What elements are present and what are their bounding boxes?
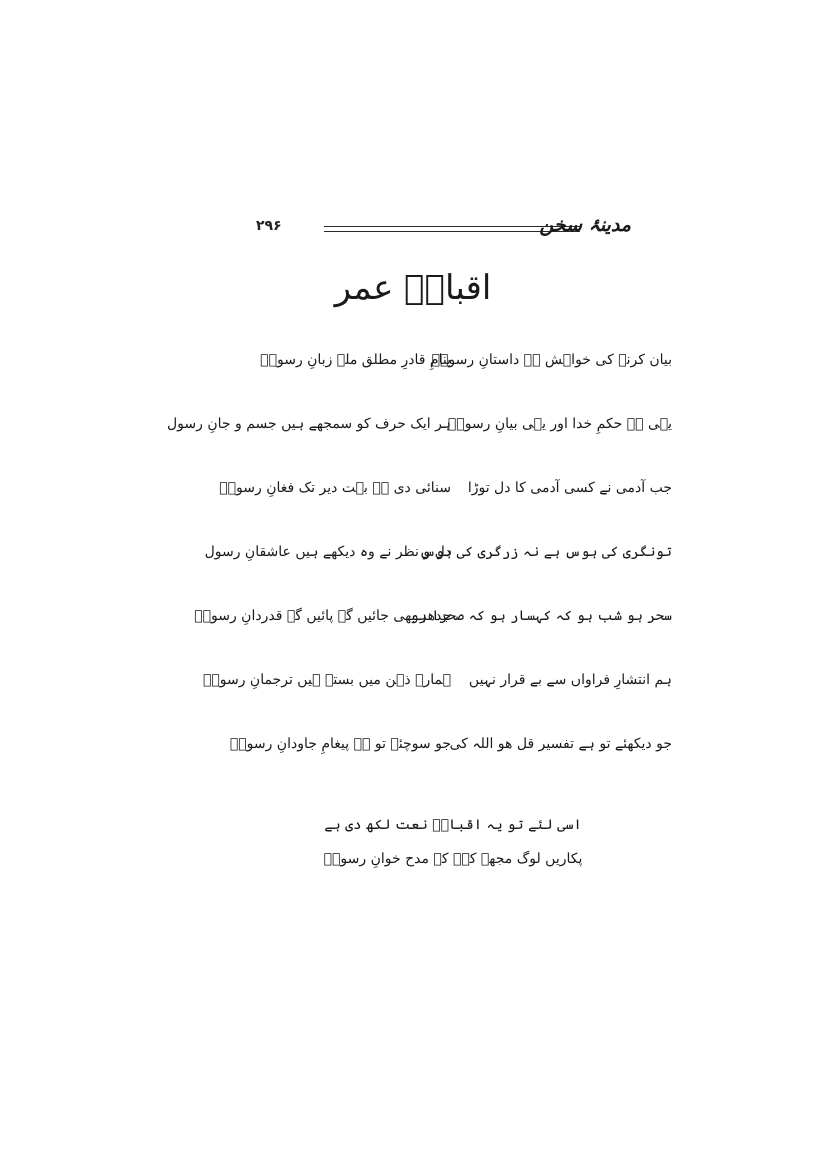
couplet-second-line: ہمارے ذہن میں بستے ہیں ترجمانِ رسولؐ [202, 672, 451, 688]
page-number: ۲۹۶ [256, 218, 282, 234]
couplet [0, 468, 826, 508]
couplet-first-line: یہی ہے حکمِ خدا اور یہی بیانِ رسولؐ [447, 416, 672, 432]
couplet-second-line: بنامِ قادرِ مطلق ملے زبانِ رسولؐ [260, 352, 451, 368]
couplet-second-line: دل و نظر نے وہ دیکھے ہیں عاشقانِ رسول [204, 544, 451, 560]
couplet-first-line: سحر ہو شب ہو کہ کہسار ہو کہ صحرا ہو [410, 608, 672, 624]
closing-line: اسی لئے تو یہ اقبالؔ نعت لکھ دی ہے [324, 817, 582, 833]
closing-line: پکاریں لوگ مجھے کہہ کے مدح خوانِ رسولؐ [323, 851, 583, 867]
couplet [0, 404, 826, 444]
couplet [0, 724, 826, 764]
couplet-first-line: ہم انتشارِ فراواں سے بے قرار نہیں [468, 672, 672, 688]
couplet [0, 596, 826, 636]
couplet-second-line: جدھر بھی جائیں گے پائیں گے قدردانِ رسولؐ [194, 608, 451, 624]
couplet-second-line: جو سوچئے تو ہے پیغامِ جاودانِ رسولؐ [229, 736, 451, 752]
poem-title: اقبالؔ عمر [334, 268, 492, 308]
couplet-second-line: سنائی دی ہے بہت دیر تک فغانِ رسولؐ [219, 480, 451, 496]
couplet [0, 660, 826, 700]
page-header [0, 214, 826, 244]
couplet-first-line: تونگری کی ہوس ہے نہ زرگری کی ہوس [419, 544, 672, 560]
book-title: مدینۂ سخن [539, 214, 631, 236]
couplet [0, 532, 826, 572]
couplet [0, 340, 826, 380]
couplet-first-line: جب آدمی نے کسی آدمی کا دل توڑا [467, 480, 672, 496]
closing-couplet [0, 808, 826, 876]
couplet-second-line: ہر ایک حرف کو سمجھے ہیں جسم و جانِ رسول [166, 416, 451, 432]
couplet-first-line: بیان کرنے کی خواہش ہے داستانِ رسولؐ [431, 352, 672, 368]
couplet-first-line: جو دیکھئے تو ہے تفسیر قل ھو اللہ کی [449, 736, 672, 752]
